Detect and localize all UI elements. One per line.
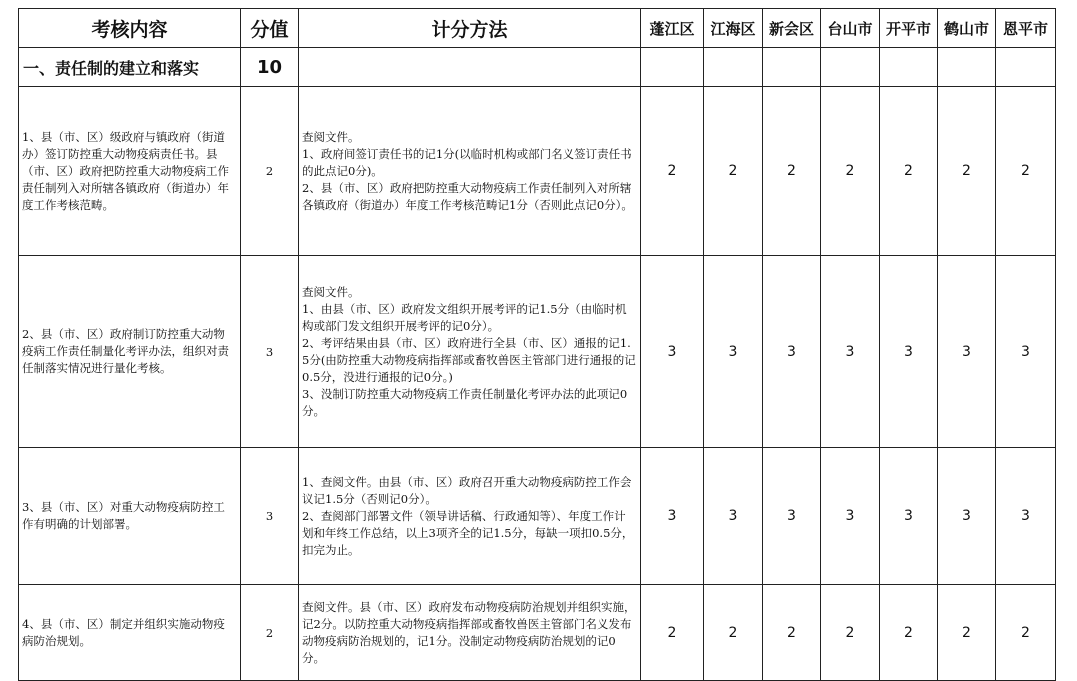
header-district: 蓬江区 [641,9,704,48]
row-value: 3 [996,256,1056,448]
row-value: 3 [763,448,821,585]
row-value: 2 [704,585,763,681]
row-method: 查阅文件。 1、政府间签订责任书的记1分(以临时机构或部门名义签订责任书的此点记0分)。 2、县（市、区）政府把防控重大动物疫病工作责任制列入对所辖各镇政府（街道办）年度工作考核范畴记1分（否则此点记0分）。 [299,87,641,256]
header-method: 计分方法 [299,9,641,48]
empty-cell [996,48,1056,87]
table-row [19,256,1056,448]
row-value: 3 [880,448,938,585]
row-value: 2 [938,585,996,681]
header-content: 考核内容 [19,9,241,48]
row-value: 3 [704,256,763,448]
assessment-table [18,8,1056,681]
row-value: 3 [821,256,880,448]
empty-cell [821,48,880,87]
header-district: 江海区 [704,9,763,48]
empty-cell [299,48,641,87]
row-value: 3 [821,448,880,585]
row-value: 3 [641,448,704,585]
empty-cell [938,48,996,87]
row-method: 查阅文件。县（市、区）政府发布动物疫病防治规划并组织实施，记2分。以防控重大动物疫病指挥部或畜牧兽医主管部门名义发布动物疫病防治规划的，记1分。没制定动物疫病防治规划的记0分。 [299,585,641,681]
row-value: 3 [704,448,763,585]
row-value: 2 [996,585,1056,681]
table-row [19,585,1056,681]
row-content: 1、县（市、区）级政府与镇政府（街道办）签订防控重大动物疫病责任书。县（市、区）政府把防控重大动物疫病工作责任制列入对所辖各镇政府（街道办）年度工作考核范畴。 [19,87,241,256]
row-value: 3 [996,448,1056,585]
row-value: 3 [763,256,821,448]
header-score: 分值 [241,9,299,48]
row-score: 3 [241,448,299,585]
row-value: 3 [938,448,996,585]
row-value: 2 [641,87,704,256]
empty-cell [704,48,763,87]
row-value: 2 [996,87,1056,256]
table-row [19,448,1056,585]
row-value: 2 [938,87,996,256]
section-score: 10 [241,48,299,87]
row-value: 3 [641,256,704,448]
header-district: 台山市 [821,9,880,48]
row-value: 2 [821,585,880,681]
row-value: 2 [641,585,704,681]
row-value: 2 [880,585,938,681]
row-value: 2 [704,87,763,256]
row-value: 2 [763,87,821,256]
row-content: 4、县（市、区）制定并组织实施动物疫病防治规划。 [19,585,241,681]
header-district: 新会区 [763,9,821,48]
row-content: 2、县（市、区）政府制订防控重大动物疫病工作责任制量化考评办法，组织对责任制落实情况进行量化考核。 [19,256,241,448]
header-district: 鹤山市 [938,9,996,48]
empty-cell [763,48,821,87]
row-value: 2 [763,585,821,681]
table-row [19,87,1056,256]
row-value: 3 [938,256,996,448]
row-value: 2 [821,87,880,256]
section-title: 一、责任制的建立和落实 [19,48,241,87]
row-method: 1、查阅文件。由县（市、区）政府召开重大动物疫病防控工作会议记1.5分（否则记0分）。 2、查阅部门部署文件（领导讲话稿、行政通知等）、年度工作计划和年终工作总结，以上3项齐全的记1.5分，每缺一项扣0.5分，扣完为止。 [299,448,641,585]
row-content: 3、县（市、区）对重大动物疫病防控工作有明确的计划部署。 [19,448,241,585]
header-district: 恩平市 [996,9,1056,48]
header-district: 开平市 [880,9,938,48]
row-score: 2 [241,87,299,256]
empty-cell [880,48,938,87]
empty-cell [641,48,704,87]
section-row [19,48,1056,87]
header-row [19,9,1056,48]
row-value: 3 [880,256,938,448]
row-score: 3 [241,256,299,448]
row-method: 查阅文件。 1、由县（市、区）政府发文组织开展考评的记1.5分（由临时机构或部门发文组织开展考评的记0分）。 2、考评结果由县（市、区）政府进行全县（市、区）通报的记1.5分(由防控重大动物疫病指挥部或畜牧兽医主管部门进行通报的记0.5分，没进行通报的记0分。) 3、没制订防控重大动物疫病工作责任制量化考评办法的此项记0分。 [299,256,641,448]
row-value: 2 [880,87,938,256]
row-score: 2 [241,585,299,681]
